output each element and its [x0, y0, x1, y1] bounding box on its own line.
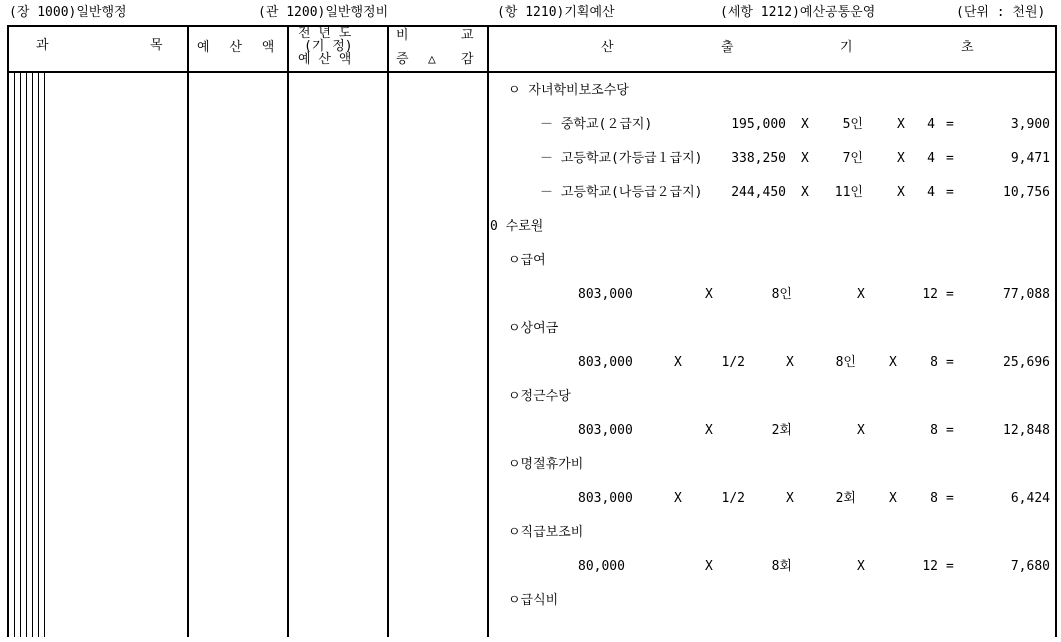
header-prev-1: 전 년 도 — [298, 26, 352, 41]
calc-row — [0, 83, 1061, 99]
times-sign: X — [801, 151, 809, 166]
times-sign: X — [786, 355, 794, 370]
calc-row — [0, 559, 1061, 575]
equals-sign: = — [946, 185, 954, 200]
times-sign: X — [674, 355, 682, 370]
times-sign: X — [889, 355, 897, 370]
times-sign: X — [786, 491, 794, 506]
calc-row — [0, 253, 1061, 269]
row-total: 7,680 — [1010, 559, 1050, 574]
header-prev-2: (기 정) — [304, 39, 353, 54]
unit-amount: 803,000 — [578, 423, 633, 438]
multiplier: 8 — [930, 423, 938, 438]
unit-amount: 338,250 — [731, 151, 786, 166]
row-total: 12,848 — [1003, 423, 1050, 438]
header-gwa: 과 — [36, 38, 49, 53]
unit-amount: 195,000 — [731, 117, 786, 132]
times-sign: X — [857, 423, 865, 438]
header-cmp-2c: 감 — [461, 52, 474, 67]
equals-sign: = — [946, 287, 954, 302]
count-value: 2회 — [771, 423, 792, 438]
calc-row — [0, 355, 1061, 371]
item-heading: ㅇ상여금 — [508, 321, 559, 336]
multiplier: 12 — [922, 287, 938, 302]
equals-sign: = — [946, 559, 954, 574]
calc-row — [0, 287, 1061, 303]
times-sign: X — [897, 117, 905, 132]
row-total: 6,424 — [1010, 491, 1050, 506]
unit-label: (단위 : 천원) — [956, 5, 1046, 20]
unit-amount: 80,000 — [578, 559, 625, 574]
count-value: 7인 — [842, 151, 863, 166]
multiplier: 8 — [930, 491, 938, 506]
header-cmp-1b: 교 — [461, 28, 474, 43]
section-heading: 0 수로원 — [490, 219, 544, 234]
header-cmp-2a: 증 — [396, 52, 409, 67]
calc-row — [0, 117, 1061, 133]
equals-sign: = — [946, 151, 954, 166]
multiplier: 12 — [922, 559, 938, 574]
row-total: 77,088 — [1003, 287, 1050, 302]
item-label: － 고등학교(나등급２급지) — [540, 185, 703, 200]
times-sign: X — [857, 559, 865, 574]
multiplier: 4 — [927, 117, 935, 132]
equals-sign: = — [946, 117, 954, 132]
count-value: 8인 — [835, 355, 856, 370]
count-value: 8인 — [771, 287, 792, 302]
item-heading: ㅇ명절휴가비 — [508, 457, 584, 472]
unit-amount: 803,000 — [578, 287, 633, 302]
count-value: 8회 — [771, 559, 792, 574]
header-calc-3: 기 — [840, 40, 853, 55]
unit-amount: 803,000 — [578, 491, 633, 506]
ratio-value: 1/2 — [721, 491, 745, 506]
header-calc-4: 초 — [961, 40, 974, 55]
count-value: 2회 — [835, 491, 856, 506]
ratio-value: 1/2 — [721, 355, 745, 370]
header-cmp-2b: △ — [428, 52, 436, 67]
row-total: 3,900 — [1010, 117, 1050, 132]
header-prev-3: 예 산 액 — [298, 52, 352, 67]
jang-label: (장 1000)일반행정 — [9, 5, 127, 20]
times-sign: X — [889, 491, 897, 506]
calc-row — [0, 491, 1061, 507]
item-heading: ㅇ 자녀학비보조수당 — [508, 83, 629, 98]
times-sign: X — [705, 559, 713, 574]
header-mok: 목 — [150, 38, 163, 53]
calc-row — [0, 219, 1061, 235]
row-total: 9,471 — [1010, 151, 1050, 166]
gwan-label: (관 1200)일반행정비 — [258, 5, 389, 20]
row-total: 10,756 — [1003, 185, 1050, 200]
calc-row — [0, 151, 1061, 167]
calc-row — [0, 389, 1061, 405]
times-sign: X — [897, 151, 905, 166]
calc-row — [0, 423, 1061, 439]
unit-amount: 244,450 — [731, 185, 786, 200]
item-heading: ㅇ직급보조비 — [508, 525, 584, 540]
header-calc-1: 산 — [601, 40, 614, 55]
calc-row — [0, 185, 1061, 201]
item-heading: ㅇ정근수당 — [508, 389, 571, 404]
item-heading: ㅇ급식비 — [508, 593, 559, 608]
times-sign: X — [801, 117, 809, 132]
row-total: 25,696 — [1003, 355, 1050, 370]
calc-row — [0, 525, 1061, 541]
multiplier: 4 — [927, 185, 935, 200]
calc-row — [0, 593, 1061, 609]
equals-sign: = — [946, 491, 954, 506]
hang-label: (항 1210)기획예산 — [497, 5, 615, 20]
unit-amount: 803,000 — [578, 355, 633, 370]
equals-sign: = — [946, 423, 954, 438]
multiplier: 4 — [927, 151, 935, 166]
count-value: 5인 — [842, 117, 863, 132]
sehang-label: (세항 1212)예산공통운영 — [720, 5, 876, 20]
item-heading: ㅇ급여 — [508, 253, 546, 268]
item-label: － 중학교(２급지) — [540, 117, 653, 132]
times-sign: X — [897, 185, 905, 200]
calc-row — [0, 321, 1061, 337]
multiplier: 8 — [930, 355, 938, 370]
count-value: 11인 — [834, 185, 863, 200]
header-cmp-1a: 비 — [396, 28, 409, 43]
header-divider — [7, 71, 1057, 73]
times-sign: X — [674, 491, 682, 506]
header-calc-2: 출 — [721, 40, 734, 55]
times-sign: X — [705, 287, 713, 302]
equals-sign: = — [946, 355, 954, 370]
item-label: － 고등학교(가등급１급지) — [540, 151, 703, 166]
calc-row — [0, 457, 1061, 473]
times-sign: X — [857, 287, 865, 302]
header-budget: 예 산 액 — [197, 40, 281, 55]
times-sign: X — [801, 185, 809, 200]
times-sign: X — [705, 423, 713, 438]
